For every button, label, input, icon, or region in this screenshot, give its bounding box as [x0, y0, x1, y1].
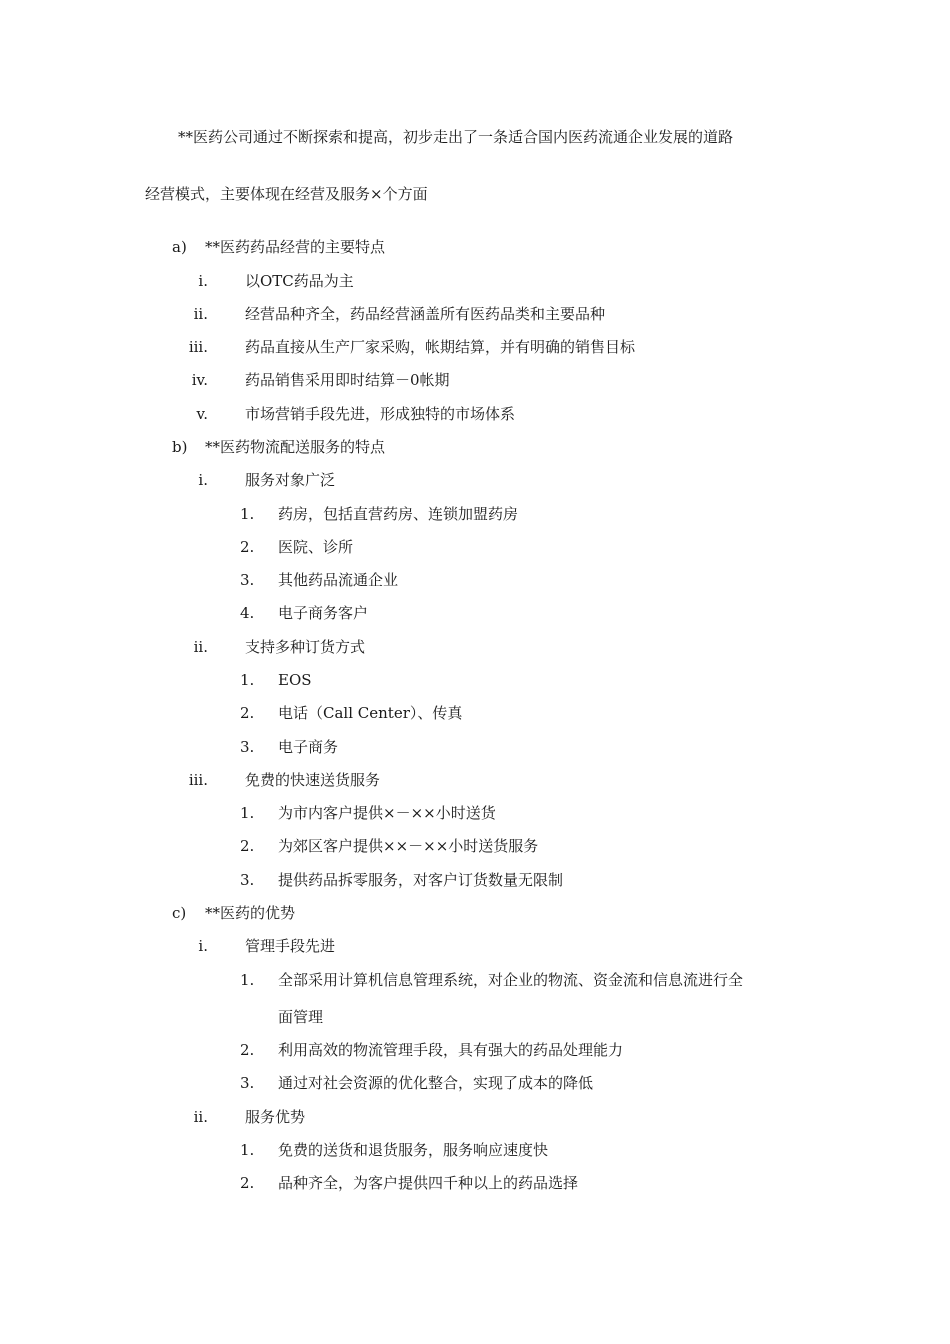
- number-marker: 2.: [240, 1174, 255, 1192]
- sub-list-item-text: 为郊区客户提供××－××小时送货服务: [278, 837, 539, 855]
- sub-list-item-text: 电子商务客户: [278, 604, 369, 622]
- roman-marker: iii.: [188, 771, 208, 789]
- number-marker: 3.: [240, 1074, 255, 1092]
- number-marker: 1.: [240, 671, 255, 689]
- roman-marker: ii.: [193, 305, 208, 323]
- roman-marker: v.: [196, 405, 208, 423]
- section-marker: b): [172, 438, 188, 456]
- roman-marker: i.: [198, 937, 208, 955]
- sub-list-item-text: 电子商务: [278, 738, 339, 756]
- section-marker: c): [172, 904, 187, 922]
- sub-list-item-text: 医院、诊所: [278, 538, 354, 556]
- list-item-text: 支持多种订货方式: [245, 638, 366, 656]
- sub-list-item-text: 通过对社会资源的优化整合，实现了成本的降低: [278, 1074, 594, 1092]
- number-marker: 1.: [240, 505, 255, 523]
- list-item-text: 服务优势: [245, 1108, 306, 1126]
- number-marker: 2.: [240, 1041, 255, 1059]
- section-title: **医药物流配送服务的特点: [205, 438, 386, 456]
- sub-list-item-text: 全部采用计算机信息管理系统，对企业的物流、资金流和信息流进行全: [278, 971, 744, 989]
- number-marker: 3.: [240, 871, 255, 889]
- roman-marker: i.: [198, 471, 208, 489]
- list-item-text: 药品销售采用即时结算－0帐期: [245, 371, 450, 389]
- sub-list-item-text: EOS: [278, 671, 312, 689]
- list-item-text: 市场营销手段先进，形成独特的市场体系: [245, 405, 516, 423]
- number-marker: 1.: [240, 804, 255, 822]
- number-marker: 2.: [240, 538, 255, 556]
- number-marker: 3.: [240, 571, 255, 589]
- intro-paragraph-line-2: 经营模式，主要体现在经营及服务×个方面: [145, 185, 428, 203]
- list-item-text: 经营品种齐全，药品经营涵盖所有医药品类和主要品种: [245, 305, 606, 323]
- sub-list-item-text: 提供药品拆零服务，对客户订货数量无限制: [278, 871, 564, 889]
- sub-list-item-text: 其他药品流通企业: [278, 571, 399, 589]
- number-marker: 1.: [240, 971, 255, 989]
- roman-marker: iv.: [191, 371, 208, 389]
- list-item-text: 服务对象广泛: [245, 471, 336, 489]
- sub-list-item-text: 药房，包括直营药房、连锁加盟药房: [278, 505, 519, 523]
- section-marker: a): [172, 238, 187, 256]
- number-marker: 4.: [240, 604, 255, 622]
- sub-list-item-text: 为市内客户提供×－××小时送货: [278, 804, 496, 822]
- sub-list-item-text: 品种齐全，为客户提供四千种以上的药品选择: [278, 1174, 579, 1192]
- list-item-text: 管理手段先进: [245, 937, 336, 955]
- number-marker: 1.: [240, 1141, 255, 1159]
- list-item-text: 以OTC药品为主: [245, 272, 354, 290]
- section-title: **医药药品经营的主要特点: [205, 238, 386, 256]
- intro-paragraph-line-1: **医药公司通过不断探索和提高，初步走出了一条适合国内医药流通企业发展的道路: [178, 128, 734, 146]
- list-item-text: 药品直接从生产厂家采购，帐期结算，并有明确的销售目标: [245, 338, 636, 356]
- sub-list-item-text: 电话（Call Center）、传真: [278, 704, 463, 722]
- sub-list-item-text: 免费的送货和退货服务，服务响应速度快: [278, 1141, 549, 1159]
- number-marker: 2.: [240, 837, 255, 855]
- roman-marker: i.: [198, 272, 208, 290]
- roman-marker: ii.: [193, 1108, 208, 1126]
- number-marker: 3.: [240, 738, 255, 756]
- sub-list-item-text: 利用高效的物流管理手段，具有强大的药品处理能力: [278, 1041, 624, 1059]
- roman-marker: ii.: [193, 638, 208, 656]
- sub-list-item-continuation: 面管理: [278, 1008, 324, 1026]
- list-item-text: 免费的快速送货服务: [245, 771, 381, 789]
- number-marker: 2.: [240, 704, 255, 722]
- section-title: **医药的优势: [205, 904, 296, 922]
- roman-marker: iii.: [188, 338, 208, 356]
